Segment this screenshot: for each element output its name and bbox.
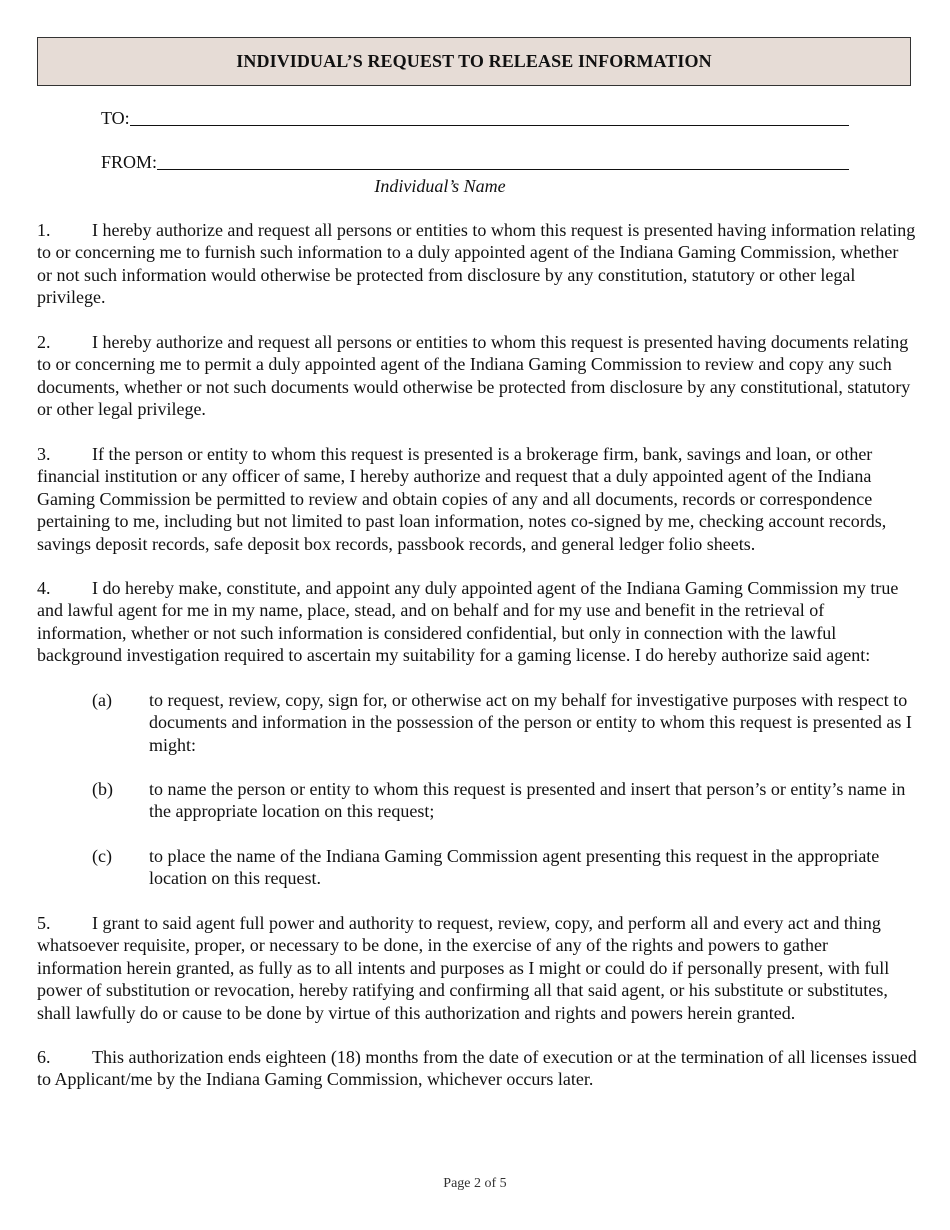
paragraph-3 xyxy=(37,443,917,555)
subitem-letter: (a) xyxy=(92,690,112,710)
paragraph-number: 2. xyxy=(37,332,51,352)
from-label: FROM: xyxy=(101,152,158,172)
subitem-letter: (c) xyxy=(92,846,112,866)
paragraph-text: This authorization ends eighteen (18) months from the date of execution or at the termination of all licenses issued to Applicant/me by the Indiana Gaming Commission, whichever occurs later. xyxy=(37,1047,917,1090)
subitem-b xyxy=(92,778,917,823)
from-blank-line[interactable] xyxy=(157,153,849,170)
paragraph-text: I grant to said agent full power and authority to request, review, copy, and perform all and every act and thing whatsoever requisite, proper, or necessary to be done, in the exercise of any of the rights and powers to gather information herein granted, as fully as to all intents and purposes as I might or could do if personally present, with full power of substitution or revocation, hereby ratifying and confirming all that said agent, or his substitute or substitutes, shall lawfully do or cause to be done by virtue of this authorization and rights and powers herein granted. xyxy=(37,913,890,1023)
subitem-a xyxy=(92,689,917,756)
page-number: Page 2 of 5 xyxy=(443,1176,507,1191)
paragraph-number: 3. xyxy=(37,444,51,464)
subitem-text: to name the person or entity to whom this request is presented and insert that person’s or entity’s name in the appropriate location on this request; xyxy=(149,779,906,822)
paragraph-text: I hereby authorize and request all persons or entities to whom this request is presented having information relating to or concerning me to furnish such information to a duly appointed agent of the Indiana Gaming Commission, whether or not such information would otherwise be protected from disclosure by any constitution, statutory or other legal privilege. xyxy=(37,220,916,308)
paragraph-5 xyxy=(37,912,917,1024)
individual-name-caption: Individual’s Name xyxy=(374,176,506,196)
paragraph-4 xyxy=(37,577,917,667)
from-field[interactable] xyxy=(101,152,849,173)
subitem-text: to request, review, copy, sign for, or otherwise act on my behalf for investigative purposes with respect to documents and information in the possession of the person or entity to whom this request is presented as I might: xyxy=(149,690,912,755)
paragraph-text: I do hereby make, constitute, and appoint any duly appointed agent of the Indiana Gaming Commission my true and lawful agent for me in my name, place, stead, and on behalf and for my use and benefit in the retrieval of information, whether or not such information is considered confidential, but only in connection with the lawful background investigation required to ascertain my suitability for a gaming license. I do hereby authorize said agent: xyxy=(37,578,899,666)
to-blank-line[interactable] xyxy=(130,109,849,126)
paragraph-number: 1. xyxy=(37,220,51,240)
paragraph-1 xyxy=(37,219,917,309)
subitem-text: to place the name of the Indiana Gaming Commission agent presenting this request in the appropriate location on this request. xyxy=(149,846,880,889)
form-title-box xyxy=(37,37,911,86)
paragraph-6 xyxy=(37,1046,917,1091)
paragraph-number: 6. xyxy=(37,1047,51,1067)
subitem-letter: (b) xyxy=(92,779,113,799)
to-field[interactable] xyxy=(101,108,849,129)
form-title: INDIVIDUAL’S REQUEST TO RELEASE INFORMATION xyxy=(236,51,712,71)
paragraph-text: I hereby authorize and request all persons or entities to whom this request is presented having documents relating to or concerning me to permit a duly appointed agent of the Indiana Gaming Commission to review and copy any such documents, whether or not such documents would otherwise be protected from disclosure by any constitutional, statutory or other legal privilege. xyxy=(37,332,911,420)
paragraph-2 xyxy=(37,331,917,421)
to-label: TO: xyxy=(101,108,130,128)
subitem-c xyxy=(92,845,917,890)
paragraph-number: 5. xyxy=(37,913,51,933)
paragraph-text: If the person or entity to whom this request is presented is a brokerage firm, bank, savings and loan, or other financial institution or any officer of same, I hereby authorize and request that a duly appointed agent of the Indiana Gaming Commission be permitted to review and obtain copies of any and all documents, records or correspondence pertaining to me, including but not limited to past loan information, notes co-signed by me, checking account records, savings deposit records, safe deposit box records, passbook records, and general ledger folio sheets. xyxy=(37,444,887,554)
paragraph-number: 4. xyxy=(37,578,51,598)
